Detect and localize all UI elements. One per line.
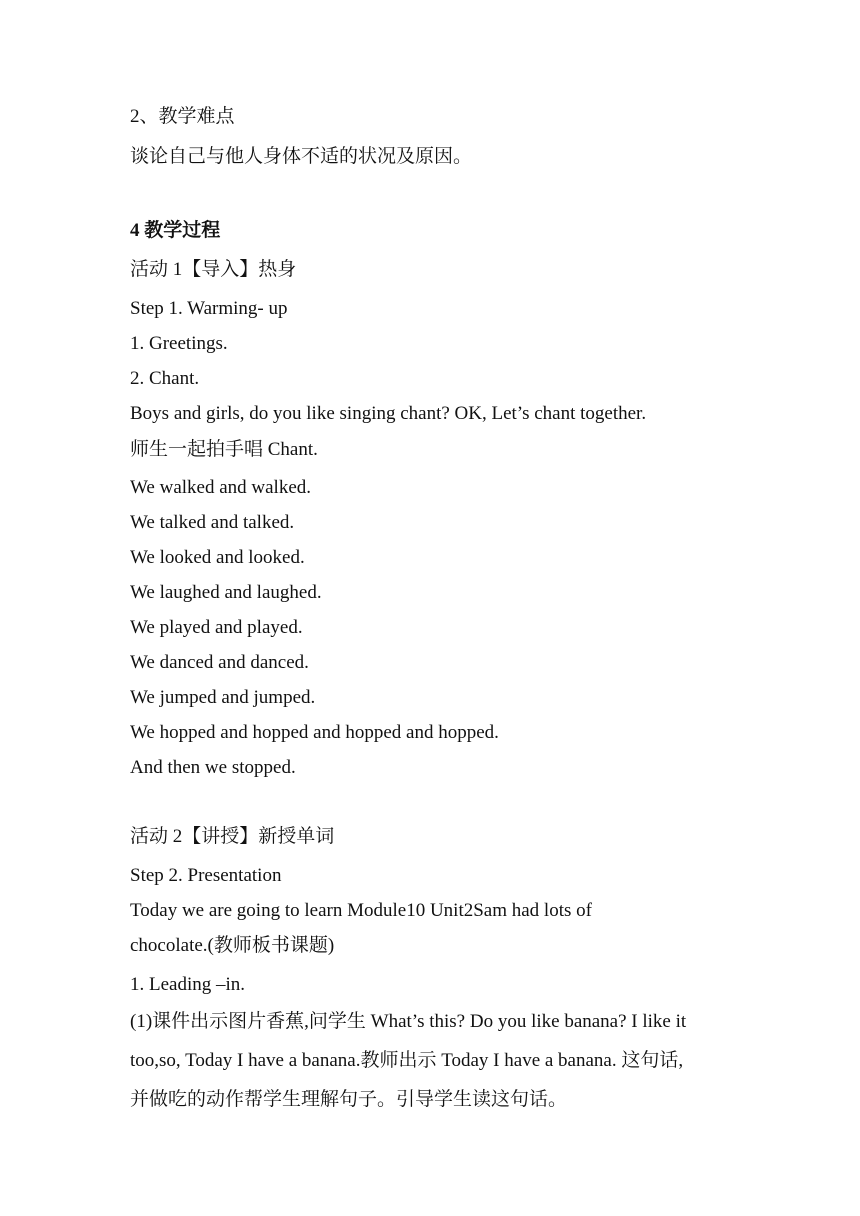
leading-in: 1. Leading –in. xyxy=(130,974,246,995)
difficulty-text: 谈论自己与他人身体不适的状况及原因。 xyxy=(130,146,473,167)
chant-line: We jumped and jumped. xyxy=(130,687,316,708)
chant-line: We hopped and hopped and hopped and hopped. xyxy=(130,722,499,743)
chant-intro: Boys and girls, do you like singing chant? OK, Let’s chant together. xyxy=(130,403,647,424)
activity2-paragraph: (1)课件出示图片香蕉,问学生 What’s this? Do you like banana? I like it xyxy=(130,1011,687,1032)
activity2-intro: chocolate.(教师板书课题) xyxy=(130,935,335,956)
process-heading: 4 教学过程 xyxy=(130,220,221,241)
activity2-paragraph: too,so, Today I have a banana.教师出示 Today I have a banana. 这句话, xyxy=(130,1050,684,1071)
activity2-intro: Today we are going to learn Module10 Unit2Sam had lots of xyxy=(130,900,592,921)
chant-note: 师生一起拍手唱 Chant. xyxy=(130,439,318,460)
difficulty-heading: 2、教学难点 xyxy=(130,106,235,127)
activity1-title: 活动 1【导入】热身 xyxy=(130,259,297,280)
activity2-title: 活动 2【讲授】新授单词 xyxy=(130,826,335,847)
chant-line: We played and played. xyxy=(130,617,303,638)
activity2-paragraph: 并做吃的动作帮学生理解句子。引导学生读这句话。 xyxy=(130,1089,568,1110)
activity1-step: Step 1. Warming- up xyxy=(130,298,288,319)
activity1-item: 1. Greetings. xyxy=(130,333,228,354)
chant-line: We danced and danced. xyxy=(130,652,309,673)
chant-line: We laughed and laughed. xyxy=(130,582,322,603)
chant-line: We walked and walked. xyxy=(130,477,312,498)
chant-line: And then we stopped. xyxy=(130,757,296,778)
chant-line: We looked and looked. xyxy=(130,547,305,568)
activity1-item: 2. Chant. xyxy=(130,368,200,389)
activity2-step: Step 2. Presentation xyxy=(130,865,282,886)
chant-line: We talked and talked. xyxy=(130,512,295,533)
